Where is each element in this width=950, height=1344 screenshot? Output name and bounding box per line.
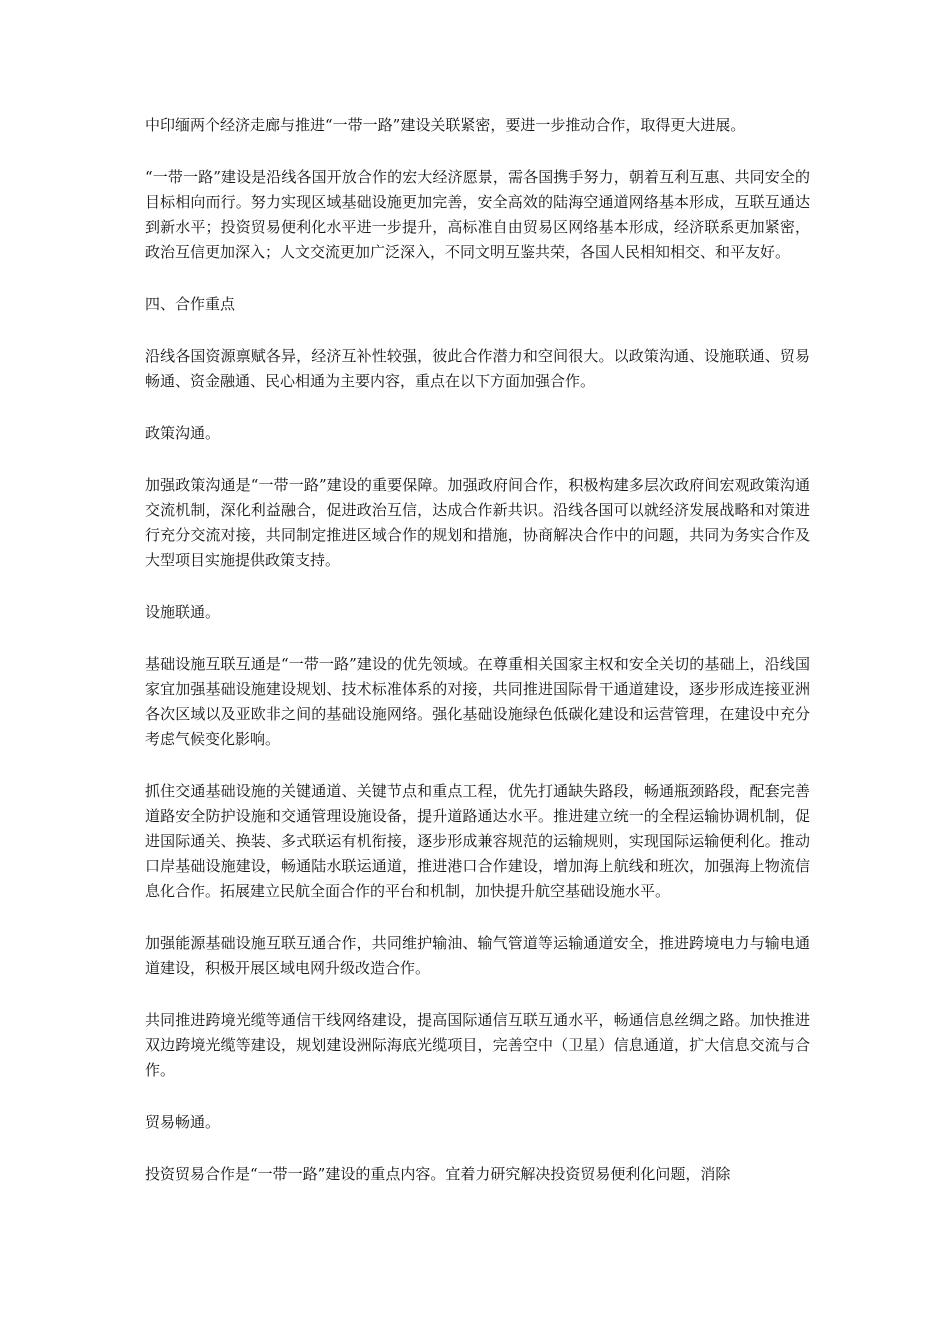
subheading-facilities-connectivity: 设施联通。 xyxy=(145,603,221,621)
paragraph-energy: 加强能源基础设施互联互通合作，共同维护输油、输气管道等运输通道安全，推进跨境电力与输电通道建设，积极开展区域电网升级改造合作。 xyxy=(145,934,810,977)
subheading-unimpeded-trade: 贸易畅通。 xyxy=(145,1113,221,1131)
paragraph-trade: 投资贸易合作是“一带一路”建设的重点内容。宜着力研究解决投资贸易便利化问题，消除 xyxy=(145,1165,731,1183)
paragraph-transport: 抓住交通基础设施的关键通道、关键节点和重点工程，优先打通缺失路段，畅通瓶颈路段，配套完善道路安全防护设施和交通管理设施设备，提升道路通达水平。推进建立统一的全程运输协调机制，促进国际通关、换装、多式联运有机衔接，逐步形成兼容规范的运输规则，实现国际运输便利化。推动口岸基础设施建设，畅通陆水联运通道，推进港口合作建设，增加海上航线和班次，加强海上物流信息化合作。拓展建立民航全面合作的平台和机制，加快提升航空基础设施水平。 xyxy=(145,782,810,900)
paragraph-vision: “一带一路”建设是沿线各国开放合作的宏大经济愿景，需各国携手努力，朝着互利互惠、共同安全的目标相向而行。努力实现区域基础设施更加完善，安全高效的陆海空通道网络基本形成，互联互通达到新水平；投资贸易便利化水平进一步提升，高标准自由贸易区网络基本形成，经济联系更加紧密，政治互信更加深入；人文交流更加广泛深入，不同文明互鉴共荣，各国人民相知相交、和平友好。 xyxy=(145,168,810,261)
subheading-policy-coordination: 政策沟通。 xyxy=(145,424,221,442)
document-page xyxy=(145,113,810,1214)
paragraph-communications: 共同推进跨境光缆等通信干线网络建设，提高国际通信互联互通水平，畅通信息丝绸之路。加快推进双边跨境光缆等建设，规划建设洲际海底光缆项目，完善空中（卫星）信息通道，扩大信息交流与合作。 xyxy=(145,1011,810,1079)
paragraph-policy-coordination: 加强政策沟通是“一带一路”建设的重要保障。加强政府间合作，积极构建多层次政府间宏观政策沟通交流机制，深化利益融合，促进政治互信，达成合作新共识。沿线各国可以就经济发展战略和对策进行充分交流对接，共同制定推进区域合作的规划和措施，协商解决合作中的问题，共同为务实合作及大型项目实施提供政策支持。 xyxy=(145,476,810,569)
section-heading-cooperation-priorities: 四、合作重点 xyxy=(145,295,236,313)
paragraph-intro: 中印缅两个经济走廊与推进“一带一路”建设关联紧密，要进一步推动合作，取得更大进展。 xyxy=(145,116,746,134)
paragraph-infrastructure: 基础设施互联互通是“一带一路”建设的优先领域。在尊重相关国家主权和安全关切的基础上，沿线国家宜加强基础设施建设规划、技术标准体系的对接，共同推进国际骨干通道建设，逐步形成连接亚洲各次区域以及亚欧非之间的基础设施网络。强化基础设施绿色低碳化建设和运营管理，在建设中充分考虑气候变化影响。 xyxy=(145,655,810,748)
paragraph-priorities-overview: 沿线各国资源禀赋各异，经济互补性较强，彼此合作潜力和空间很大。以政策沟通、设施联通、贸易畅通、资金融通、民心相通为主要内容，重点在以下方面加强合作。 xyxy=(145,347,810,390)
